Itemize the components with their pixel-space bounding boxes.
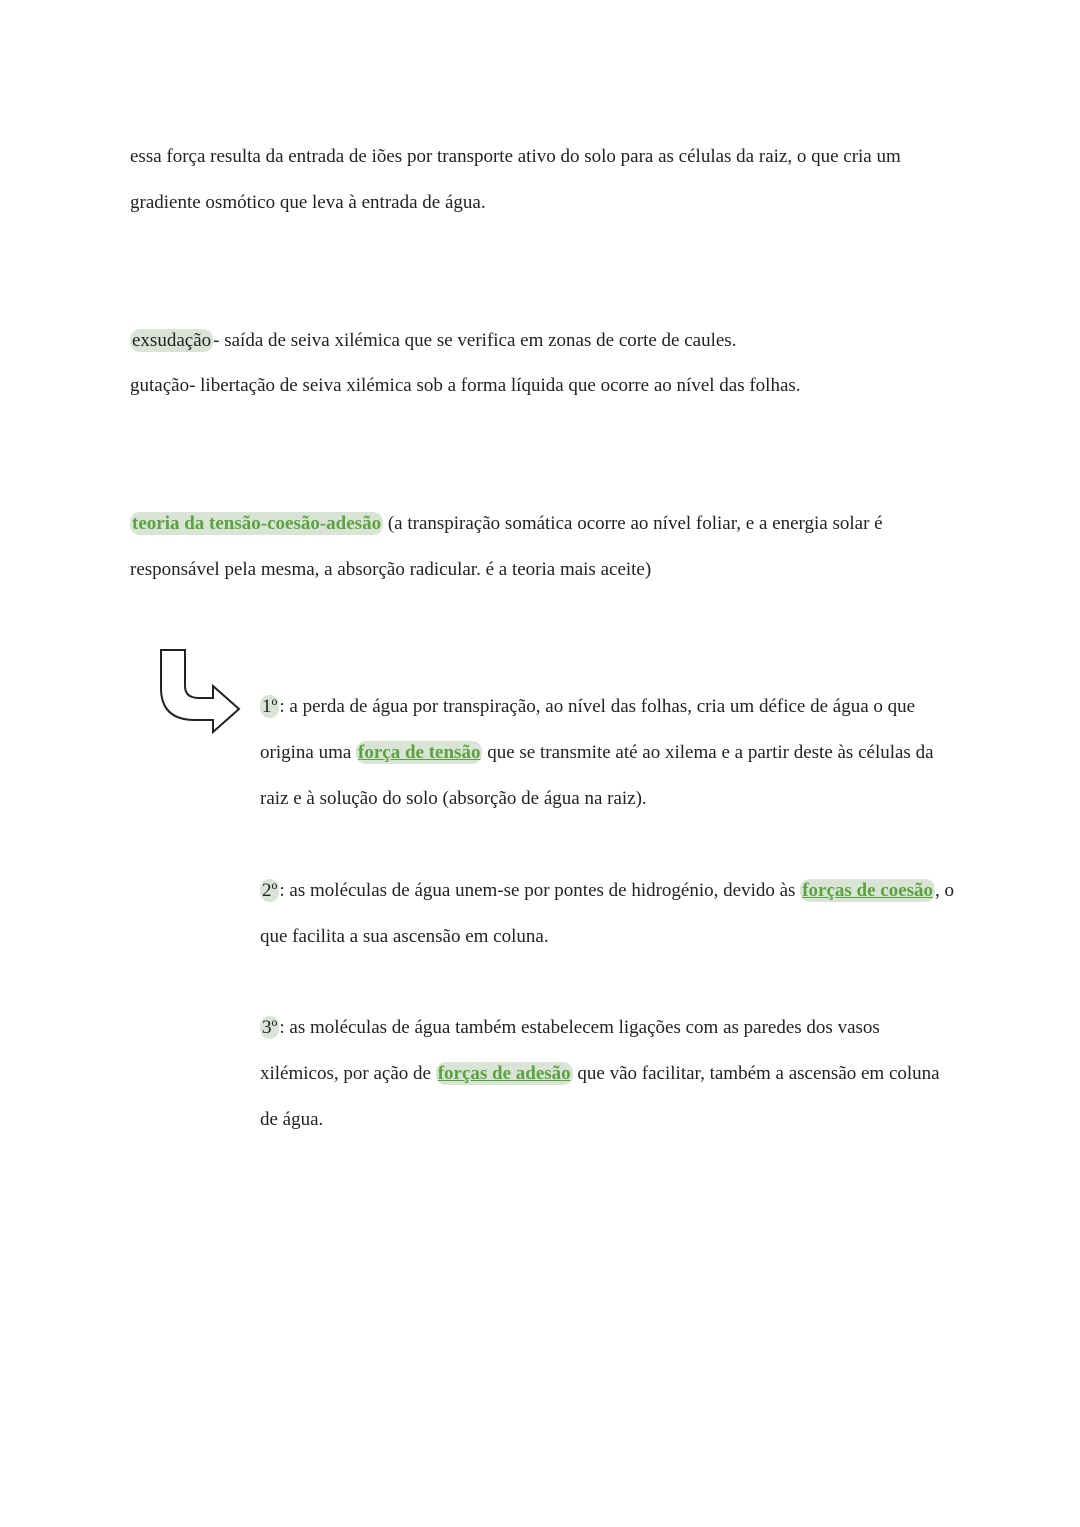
theory-paragraph	[130, 501, 960, 593]
gutacao-text: gutação- libertação de seiva xilémica sob a forma líquida que ocorre ao nível das folhas.	[130, 375, 801, 396]
gutacao-definition	[130, 363, 960, 409]
step-3-number: 3º	[262, 1017, 278, 1038]
step-1-number: 1º	[262, 696, 278, 717]
step-3-keyword: forças de adesão	[437, 1063, 571, 1084]
step-2-number: 2º	[262, 880, 278, 901]
step-1-keyword: força de tensão	[358, 742, 481, 763]
exsudacao-text: - saída de seiva xilémica que se verifica em zonas de corte de caules.	[213, 330, 737, 351]
step-2	[260, 868, 960, 960]
theory-text: (a transpiração somática ocorre ao nível foliar, e a energia solar é responsável pela mesma, a absorção radicular. é a teoria mais aceite)	[130, 513, 883, 580]
step-1-text-before: : a perda de água por transpiração, ao nível das folhas, cria um défice de água o que origina uma	[260, 696, 916, 763]
step-3-text-after: que vão facilitar, também a ascensão em coluna de água.	[260, 1063, 940, 1130]
curved-arrow-right-icon	[155, 646, 245, 738]
step-2-text-before: : as moléculas de água unem-se por pontes de hidrogénio, devido às	[279, 880, 801, 901]
intro-paragraph	[130, 134, 960, 226]
theory-term: teoria da tensão-coesão-adesão	[132, 513, 382, 534]
step-3-text-before: : as moléculas de água também estabelecem ligações com as paredes dos vasos xilémicos, por ação de	[260, 1017, 880, 1084]
step-3	[260, 1005, 960, 1143]
step-1	[260, 684, 960, 822]
exsudacao-term: exsudação	[132, 330, 212, 351]
step-2-keyword: forças de coesão	[802, 880, 934, 901]
exsudacao-definition	[130, 318, 960, 364]
intro-text: essa força resulta da entrada de iões por transporte ativo do solo para as células da raiz, o que cria um gradiente osmótico que leva à entrada de água.	[130, 146, 901, 213]
step-1-text-after: que se transmite até ao xilema e a partir deste às células da raiz e à solução do solo (absorção de água na raiz).	[260, 742, 934, 809]
step-2-text-after: , o que facilita a sua ascensão em coluna.	[260, 880, 955, 947]
